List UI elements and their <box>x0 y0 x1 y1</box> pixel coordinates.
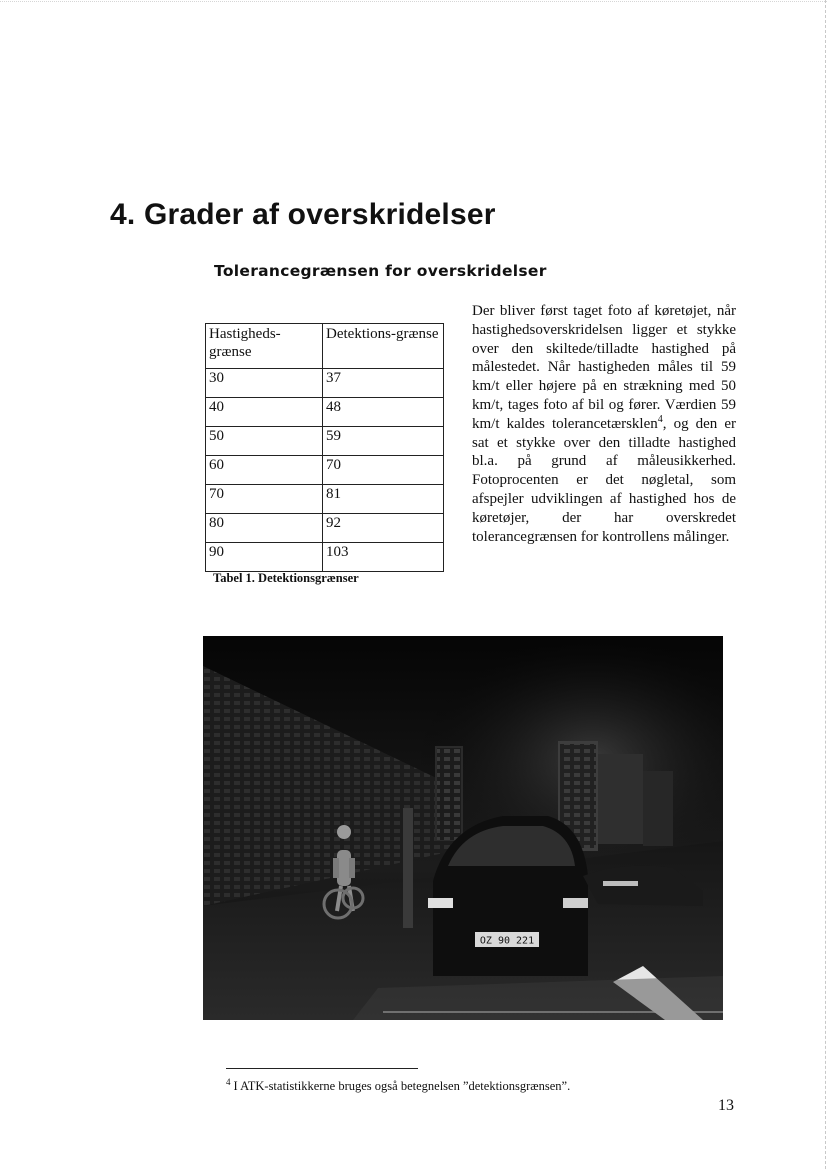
footnote <box>226 1076 571 1094</box>
scan-edge-right <box>824 0 826 1169</box>
table-caption: Tabel 1. Detektionsgrænser <box>213 571 359 585</box>
chapter-title: 4. Grader af overskridelser <box>110 198 496 231</box>
table-row <box>206 369 444 398</box>
footnote-divider <box>226 1068 418 1069</box>
table-row <box>206 427 444 456</box>
body-text-part2: , og den er sat et stykke over den tilladte hastighed bl.a. på grund af måleusikkerhed. Fotoprocenten er det nøgletal, som afspejler udviklingen af hastighed hos de køretøjer, der har overskredet tolerancegrænsen for kontrollens målinger. <box>472 415 736 545</box>
speed-limit-cell: 50 <box>206 427 323 456</box>
speed-camera-photo <box>203 636 723 1020</box>
detection-limit-cell: 81 <box>323 485 444 514</box>
scan-edge-top <box>0 1 827 3</box>
detection-limit-cell: 37 <box>323 369 444 398</box>
body-paragraph <box>472 302 736 546</box>
detection-limit-cell: 48 <box>323 398 444 427</box>
speed-limit-cell: 90 <box>206 543 323 572</box>
body-text-part1: Der bliver først taget foto af køretøjet, når hastighedsoverskridelsen ligger et stykke over den skiltede/tilladte hastighed på målestedet. Når hastigheden måles til 59 km/t eller højere på en strækning med 50 km/t, tages foto af bil og fører. Værdien 59 km/t kaldes tolerancetærsklen <box>472 303 736 432</box>
detection-limit-cell: 70 <box>323 456 444 485</box>
detection-limit-cell: 59 <box>323 427 444 456</box>
header-speed-limit: Hastigheds-grænse <box>206 324 323 369</box>
table-row <box>206 514 444 543</box>
speed-limit-cell: 60 <box>206 456 323 485</box>
footnote-reference: 4 <box>657 413 663 425</box>
table-row <box>206 398 444 427</box>
license-plate-text: OZ 90 221 <box>479 935 535 947</box>
detection-limit-cell: 103 <box>323 543 444 572</box>
page-number: 13 <box>718 1097 734 1114</box>
detection-limits-table <box>205 323 444 572</box>
speed-limit-cell: 70 <box>206 485 323 514</box>
table-header-row <box>206 324 444 369</box>
speed-limit-cell: 80 <box>206 514 323 543</box>
table-row <box>206 543 444 572</box>
header-detection-limit: Detektions-grænse <box>323 324 444 369</box>
footnote-text: I ATK-statistikkerne bruges også betegnelsen ”detektionsgrænsen”. <box>233 1079 571 1093</box>
detection-limit-cell: 92 <box>323 514 444 543</box>
table-row <box>206 456 444 485</box>
speed-limit-cell: 40 <box>206 398 323 427</box>
speed-limit-cell: 30 <box>206 369 323 398</box>
footnote-marker: 4 <box>226 1076 231 1087</box>
section-title: Tolerancegrænsen for overskridelser <box>214 262 547 280</box>
table-row <box>206 485 444 514</box>
